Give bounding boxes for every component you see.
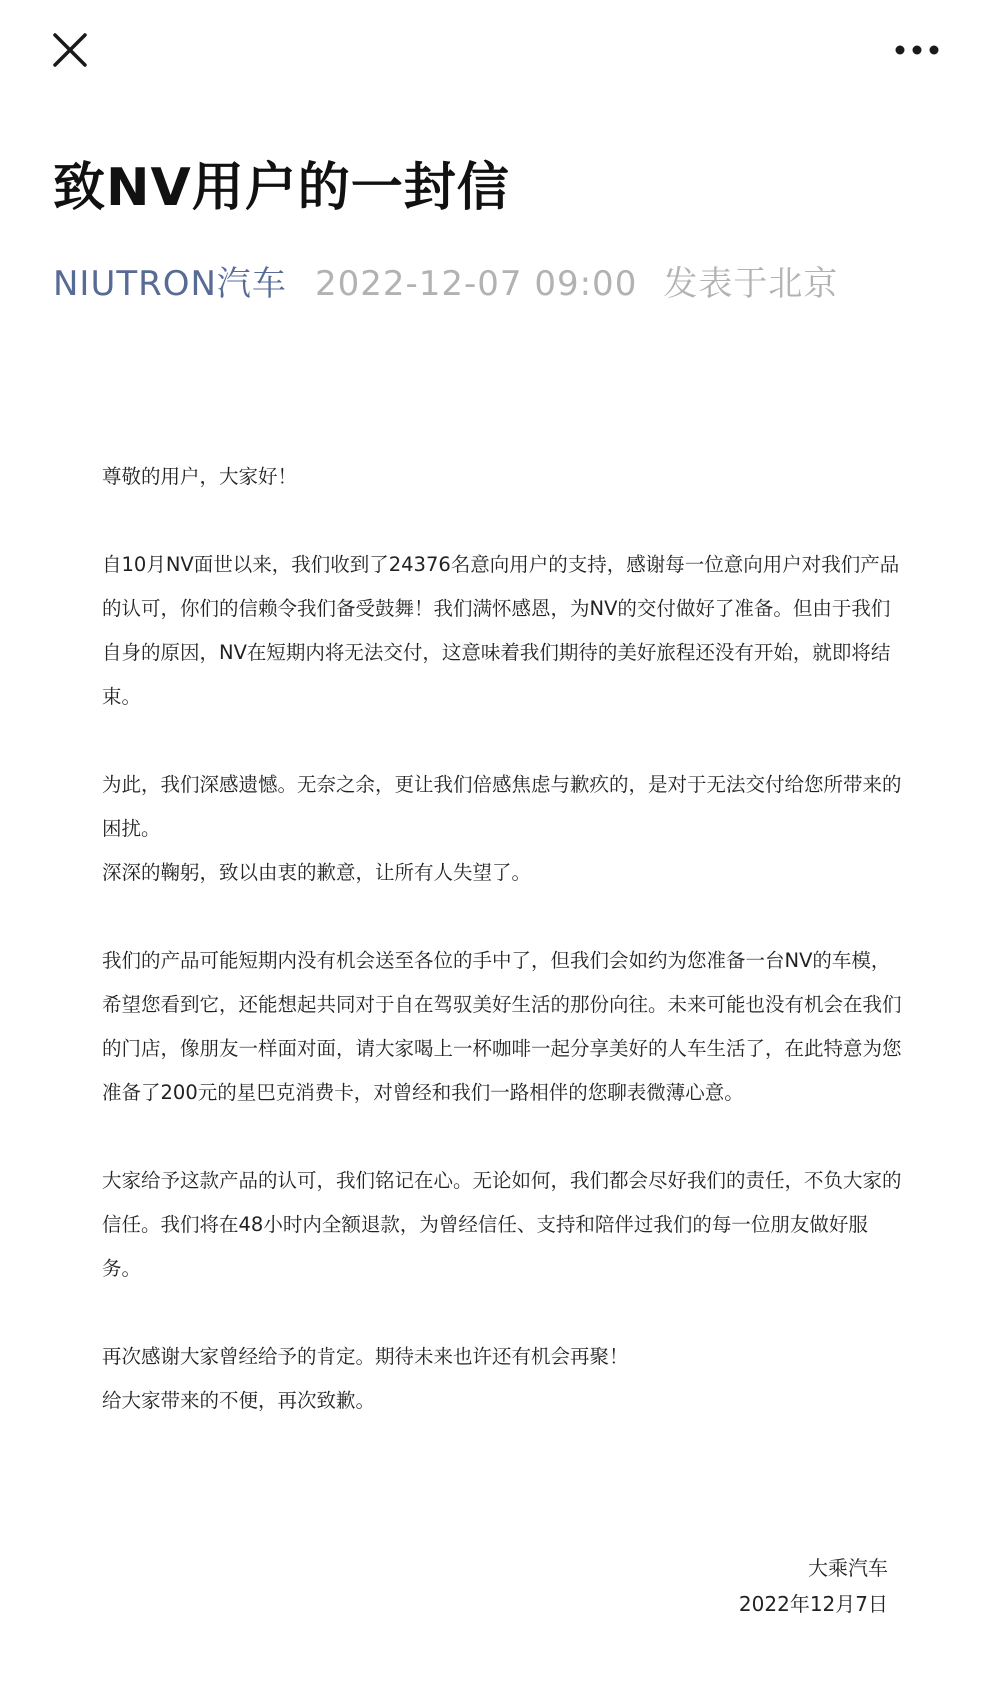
letter-body — [102, 455, 902, 1467]
publish-location: 发表于北京 — [663, 264, 839, 304]
letter-paragraph: 我们的产品可能短期内没有机会送至各位的手中了，但我们会如约为您准备一台NV的车模，希望您看到它，还能想起共同对于自在驾驭美好生活的那份向往。未来可能也没有机会在我们的门店，像朋友一样面对面，请大家喝上一杯咖啡一起分享美好的人车生活了，在此特意为您准备了200元的星巴克消费卡，对曾经和我们一路相伴的您聊表微薄心意。 — [102, 949, 902, 1104]
letter-closing: 再次感谢大家曾经给予的肯定。期待未来也许还有机会再聚！ 给大家带来的不便，再次致歉。 — [102, 1345, 629, 1412]
more-button[interactable] — [894, 38, 944, 62]
letter-signature — [739, 1550, 888, 1622]
more-dots-icon — [894, 38, 944, 62]
letter-greeting: 尊敬的用户，大家好！ — [102, 465, 298, 488]
account-name-link[interactable]: NIUTRON汽车 — [53, 264, 287, 304]
signature-date: 2022年12月7日 — [738, 1592, 888, 1616]
letter-paragraph: 大家给予这款产品的认可，我们铭记在心。无论如何，我们都会尽好我们的责任，不负大家的信任。我们将在48小时内全额退款，为曾经信任、支持和陪伴过我们的每一位朋友做好服务。 — [102, 1169, 902, 1280]
close-icon — [50, 30, 90, 70]
publish-date: 2022-12-07 09:00 — [314, 264, 638, 304]
signature-name: 大乘汽车 — [808, 1556, 888, 1580]
article-title: 致NV用户的一封信 — [53, 158, 510, 218]
close-button[interactable] — [50, 30, 90, 70]
top-bar — [0, 0, 1000, 100]
letter-paragraph: 自10月NV面世以来，我们收到了24376名意向用户的支持，感谢每一位意向用户对我们产品的认可，你们的信赖令我们备受鼓舞！我们满怀感恩，为NV的交付做好了准备。但由于我们自身的原因，NV在短期内将无法交付，这意味着我们期待的美好旅程还没有开始，就即将结束。 — [102, 553, 900, 708]
article-meta — [53, 260, 953, 308]
letter-paragraph: 为此，我们深感遗憾。无奈之余，更让我们倍感焦虑与歉疚的，是对于无法交付给您所带来的困扰。 深深的鞠躬，致以由衷的歉意，让所有人失望了。 — [102, 773, 902, 884]
